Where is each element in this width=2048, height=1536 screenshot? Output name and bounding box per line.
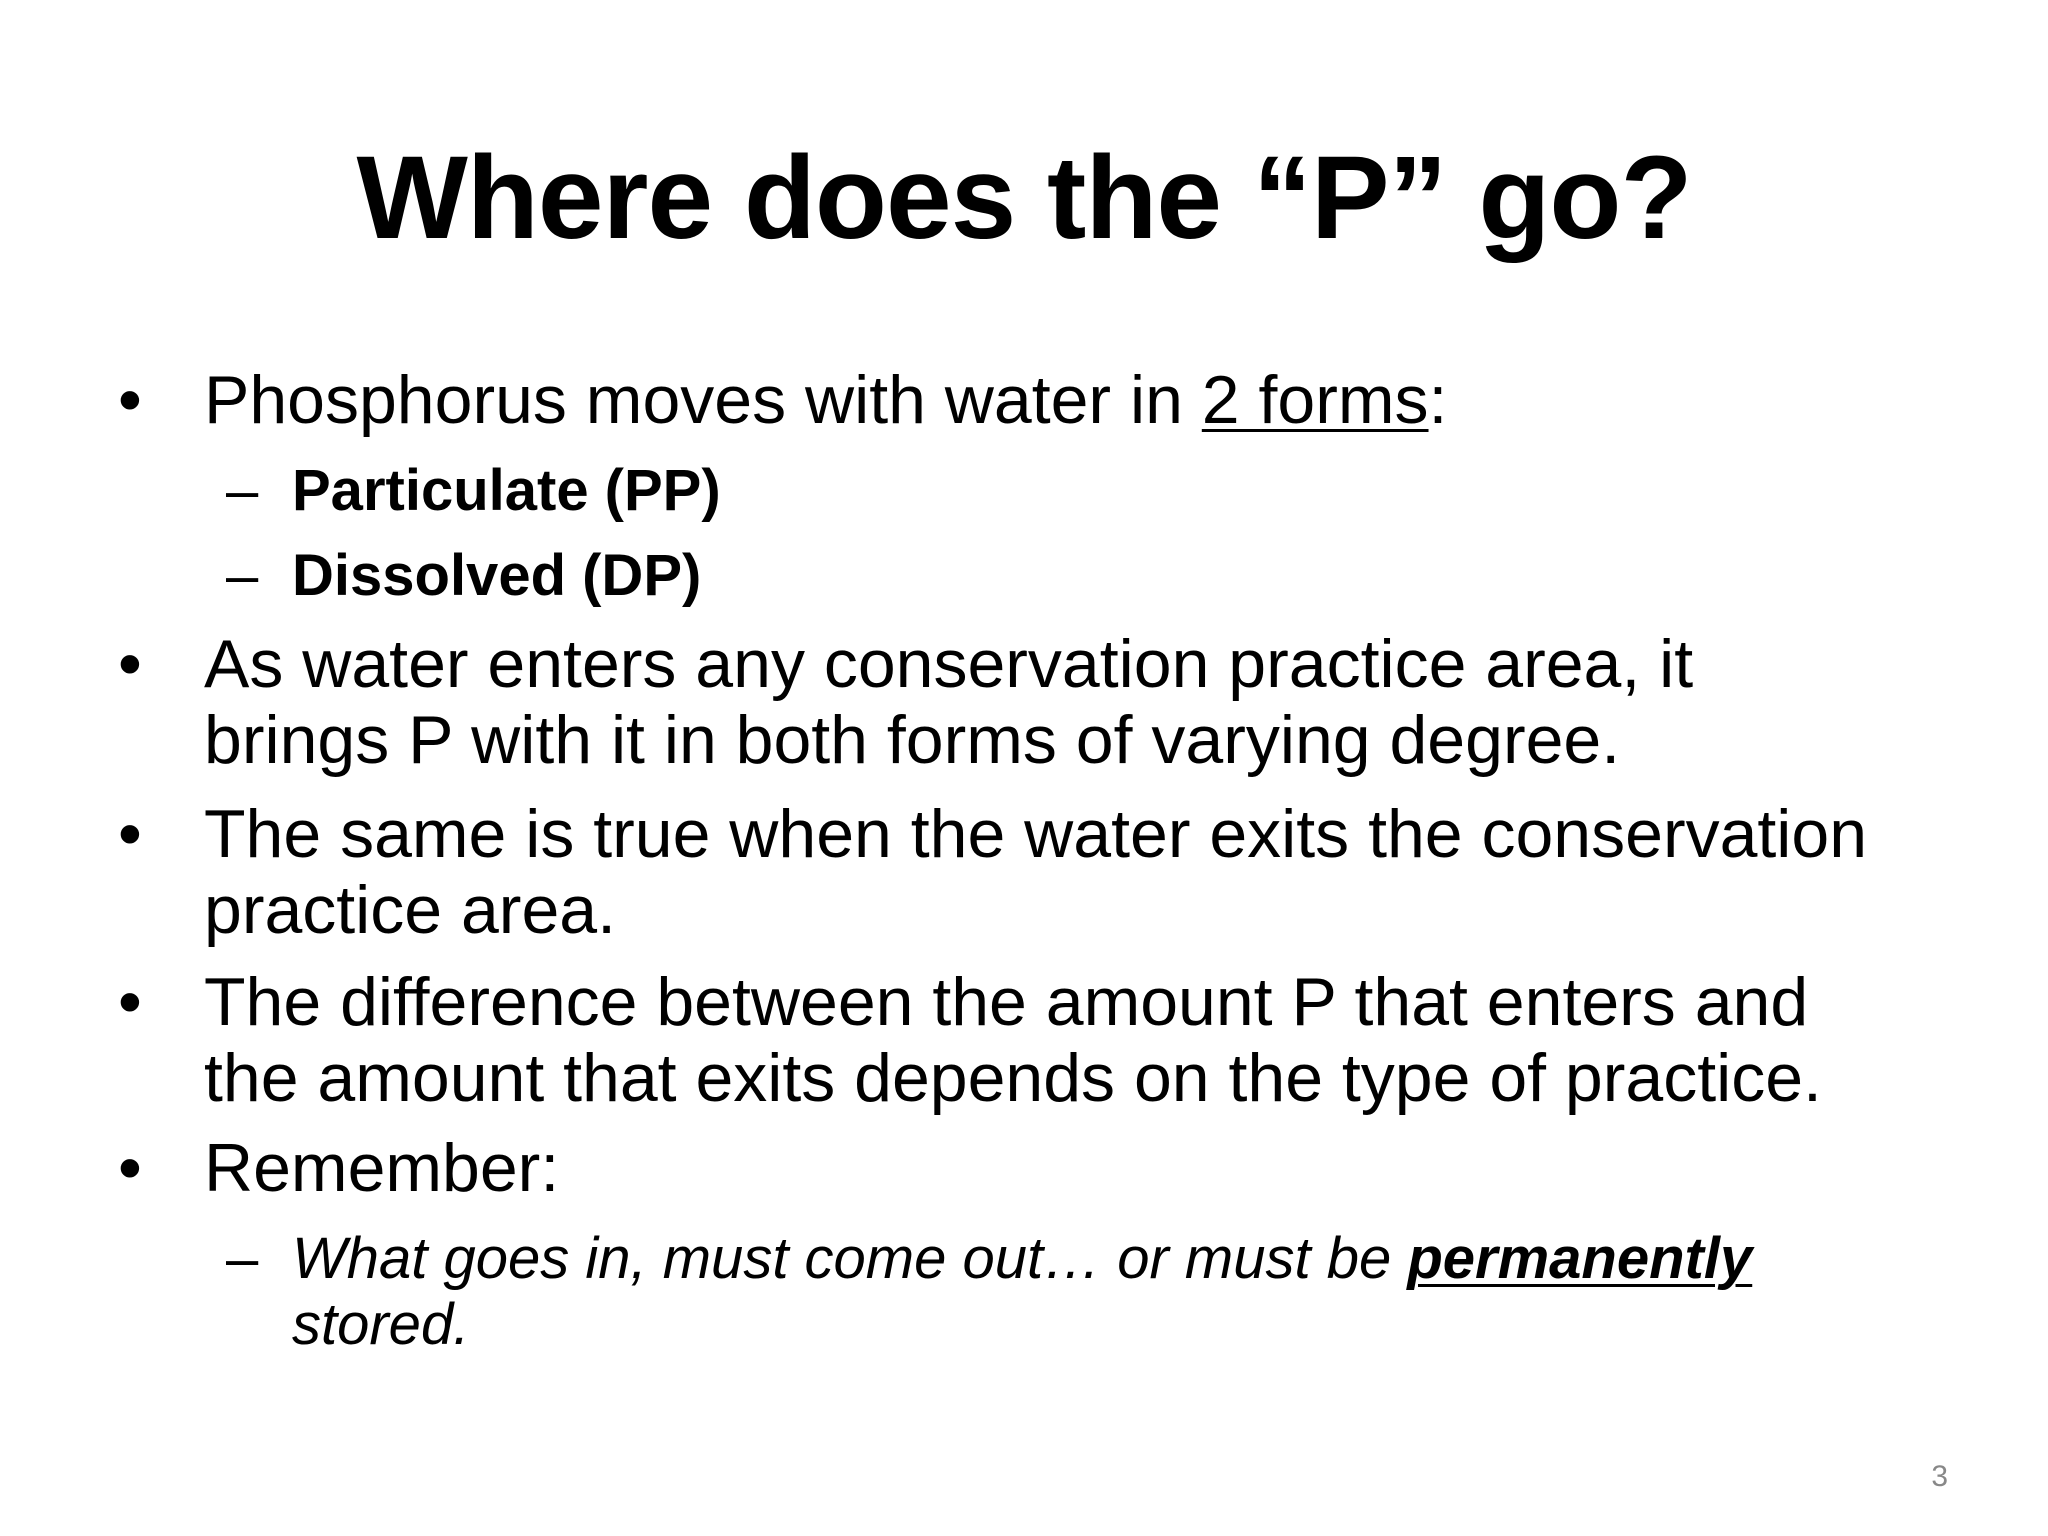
bullet-text [204,626,1984,778]
bullet-text [204,362,1984,438]
sub-bullet-line: stored. [292,1292,470,1357]
bullet-text [204,796,1984,948]
bullet-marker: • [118,626,142,702]
sub-bullet-marker: – [226,1226,259,1291]
bullet-text [204,964,1984,1116]
sub-bullet-marker: – [226,458,259,523]
underlined-text: 2 forms [1201,362,1429,438]
sub-bullet-text: Dissolved (DP) [292,543,702,608]
sub-bullet-text: Particulate (PP) [292,458,721,523]
bullet-line: The difference between the amount P that enters and [204,964,1809,1040]
sub-bullet-marker: – [226,543,259,608]
bullet-line: The same is true when the water exits the conservation [204,796,1868,872]
bullet-text: Remember: [204,1130,560,1206]
sub-bullet-text-part: What goes in, must come out… or must be [292,1226,1408,1291]
emphasized-text: permanently [1407,1226,1753,1291]
bullet-line: the amount that exits depends on the type of practice. [204,1040,1822,1116]
bullet-line: practice area. [204,872,616,948]
bullet-marker: • [118,1130,142,1206]
bullet-line: brings P with it in both forms of varying degree. [204,702,1621,778]
bullet-marker: • [118,796,142,872]
bullet-marker: • [118,964,142,1040]
bullet-line: As water enters any conservation practice area, it [204,626,1694,702]
bullet-text-part: : [1428,362,1448,438]
slide-title: Where does the “P” go? [356,132,1692,264]
bullet-text-part: Phosphorus moves with water in [204,362,1202,438]
page-number: 3 [1931,1460,1948,1493]
sub-bullet-text [292,1226,1992,1358]
bullet-marker: • [118,362,142,438]
